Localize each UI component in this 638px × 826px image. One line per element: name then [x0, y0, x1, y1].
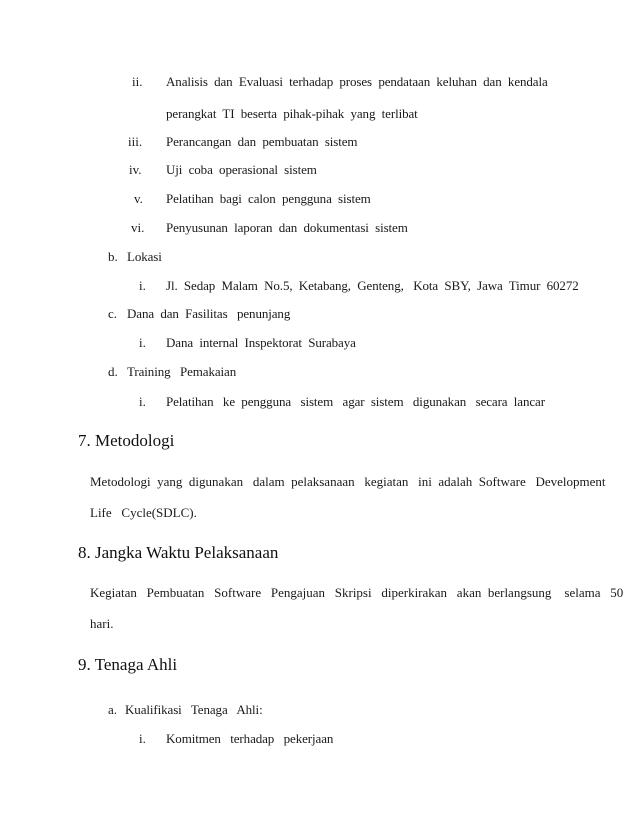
metodologi-paragraph-line2: Life Cycle(SDLC).: [90, 505, 197, 520]
list-item-d-label: Training Pemakaian: [127, 364, 237, 379]
list-item-v: Pelatihan bagi calon pengguna sistem: [166, 191, 371, 206]
list-marker-vi: vi.: [131, 220, 145, 235]
list-item-iii: Perancangan dan pembuatan sistem: [166, 134, 358, 149]
metodologi-paragraph-line1: Metodologi yang digunakan dalam pelaksanaan kegiatan ini adalah Software Development: [90, 474, 606, 489]
list-marker-d-i: i.: [139, 394, 146, 409]
list-item-c-label: Dana dan Fasilitas penunjang: [127, 306, 291, 321]
list-marker-d: d.: [108, 364, 118, 379]
list-item-b-i: Jl. Sedap Malam No.5, Ketabang, Genteng, Kota SBY, Jawa Timur 60272: [166, 278, 579, 293]
list-item-a-i: Komitmen terhadap pekerjaan: [166, 731, 334, 746]
section-heading-jangka-waktu: 8. Jangka Waktu Pelaksanaan: [78, 543, 279, 562]
list-item-c-i: Dana internal Inspektorat Surabaya: [166, 335, 356, 350]
section-heading-metodologi: 7. Metodologi: [78, 431, 175, 450]
list-item-ii-line2: perangkat TI beserta pihak-pihak yang terlibat: [166, 106, 418, 121]
list-item-b-label: Lokasi: [127, 249, 162, 264]
list-marker-c-i: i.: [139, 335, 146, 350]
list-item-vi: Penyusunan laporan dan dokumentasi sistem: [166, 220, 408, 235]
list-marker-a-i: i.: [139, 731, 146, 746]
jangka-waktu-paragraph-line2: hari.: [90, 616, 114, 631]
list-marker-b-i: i.: [139, 278, 146, 293]
section-heading-tenaga-ahli: 9. Tenaga Ahli: [78, 655, 178, 674]
list-marker-a: a.: [108, 702, 118, 717]
list-marker-iv: iv.: [129, 162, 142, 177]
list-item-ii-line1: Analisis dan Evaluasi terhadap proses pendataan keluhan dan kendala: [166, 74, 548, 89]
list-item-d-i: Pelatihan ke pengguna sistem agar sistem digunakan secara lancar: [166, 394, 545, 409]
list-marker-ii: ii.: [132, 74, 143, 89]
list-marker-iii: iii.: [128, 134, 143, 149]
list-item-a-label: Kualifikasi Tenaga Ahli:: [125, 702, 263, 717]
jangka-waktu-paragraph-line1: Kegiatan Pembuatan Software Pengajuan Skripsi diperkirakan akan berlangsung selama 50: [90, 585, 624, 600]
list-marker-b: b.: [108, 249, 118, 264]
list-item-iv: Uji coba operasional sistem: [166, 162, 317, 177]
list-marker-v: v.: [134, 191, 143, 206]
list-marker-c: c.: [108, 306, 118, 321]
